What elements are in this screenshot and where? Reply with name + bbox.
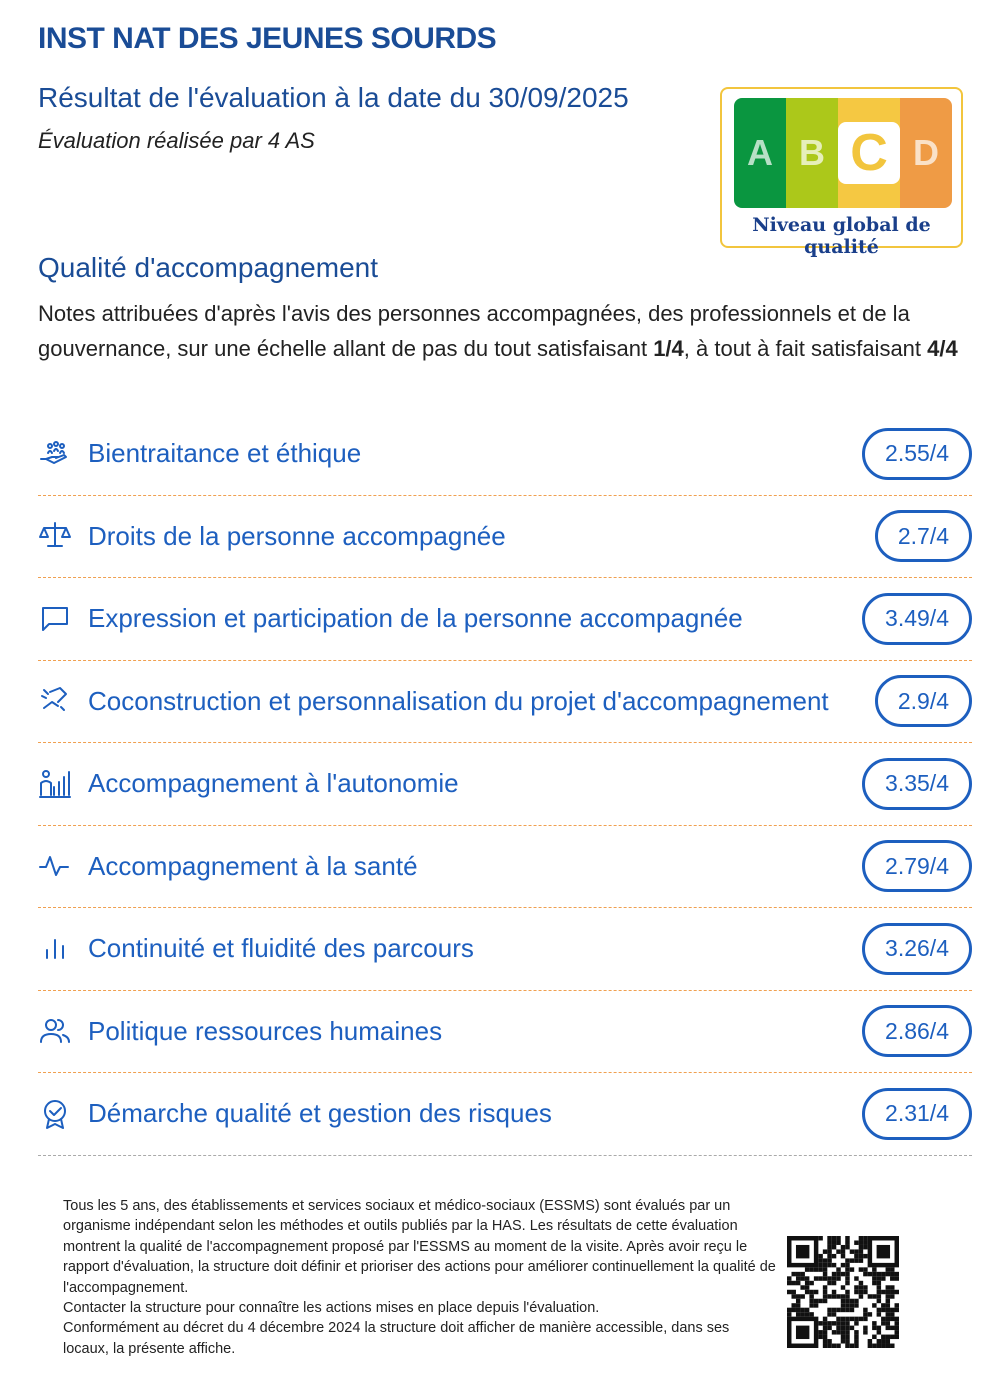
- scale-max: 4/4: [927, 336, 958, 361]
- score-row: [38, 1073, 972, 1156]
- quality-level-label: Niveau global de qualité: [752, 214, 931, 258]
- criterion-label: Démarche qualité et gestion des risques: [88, 1098, 552, 1129]
- footer-paragraph: Contacter la structure pour connaître les actions mises en place depuis l'évaluation.: [63, 1300, 600, 1317]
- footer-paragraph: Conformément au décret du 4 décembre 2024 la structure doit afficher de manière accessible, dans ses locaux, la présente affiche.: [63, 1320, 730, 1357]
- footer-text: [63, 1196, 778, 1359]
- helping-hand-icon: [38, 437, 72, 471]
- criterion-label: Accompagnement à l'autonomie: [88, 768, 459, 799]
- score-badge: 3.49/4: [862, 593, 972, 645]
- person-chart-icon: [38, 767, 72, 801]
- speech-bubble-icon: [38, 602, 72, 636]
- organization-name: INST NAT DES JEUNES SOURDS: [38, 22, 497, 55]
- pulse-icon: [38, 849, 72, 883]
- section-title: Qualité d'accompagnement: [38, 252, 378, 283]
- criterion-label: Expression et participation de la personne accompagnée: [88, 603, 743, 634]
- quality-level-a: A: [734, 98, 786, 208]
- score-badge: 2.9/4: [875, 675, 972, 727]
- score-row: [38, 496, 972, 579]
- score-row: [38, 661, 972, 744]
- score-badge: 2.7/4: [875, 510, 972, 562]
- score-row: [38, 578, 972, 661]
- quality-scale: [734, 98, 952, 208]
- criterion-label: Continuité et fluidité des parcours: [88, 933, 474, 964]
- score-badge: 2.55/4: [862, 428, 972, 480]
- criterion-label: Bientraitance et éthique: [88, 438, 362, 469]
- quality-level-badge: [720, 87, 963, 258]
- score-row: [38, 743, 972, 826]
- description-text: Notes attribuées d'après l'avis des personnes accompagnées, des professionnels et de la gouvernance, sur une échelle allant de pas du tout satisfaisant: [38, 301, 910, 361]
- quality-level-b: B: [786, 98, 838, 208]
- score-row: [38, 908, 972, 991]
- score-badge: 2.79/4: [862, 840, 972, 892]
- score-badge: 2.86/4: [862, 1005, 972, 1057]
- score-row: [38, 826, 972, 909]
- award-badge-icon: [38, 1097, 72, 1131]
- score-badge: 3.35/4: [862, 758, 972, 810]
- score-list: [38, 413, 972, 1156]
- selected-level: C: [838, 122, 900, 184]
- scales-icon: [38, 519, 72, 553]
- puzzle-hands-icon: [38, 684, 72, 718]
- scale-min: 1/4: [653, 336, 684, 361]
- description: [38, 296, 963, 366]
- quality-level-c: [838, 98, 900, 208]
- criterion-label: Coconstruction et personnalisation du projet d'accompagnement: [88, 685, 829, 716]
- footer-paragraph: Tous les 5 ans, des établissements et services sociaux et médico-sociaux (ESSMS) sont évalués par un organisme indépendant selon les méthodes et outils publiés par la HAS. Les résultats de cette évaluation montrent la qualité de l'accompagnement proposé par l'ESSMS au moment de la visite. Après avoir reçu le rapport d'évaluation, la structure doit définir et prioriser des actions pour améliorer continuellement la qualité de l'accompagnement.: [63, 1198, 776, 1296]
- users-icon: [38, 1014, 72, 1048]
- quality-level-d: D: [900, 98, 952, 208]
- score-badge: 2.31/4: [862, 1088, 972, 1140]
- description-text: , à tout à fait satisfaisant: [683, 336, 928, 361]
- score-row: [38, 413, 972, 496]
- score-row: [38, 991, 972, 1074]
- criterion-label: Droits de la personne accompagnée: [88, 520, 506, 551]
- bar-chart-icon: [38, 932, 72, 966]
- result-title: Résultat de l'évaluation à la date du 30/09/2025: [38, 82, 629, 113]
- evaluated-by: Évaluation réalisée par 4 AS: [38, 128, 315, 153]
- criterion-label: Politique ressources humaines: [88, 1015, 443, 1046]
- qr-code[interactable]: [787, 1236, 899, 1348]
- score-badge: 3.26/4: [862, 923, 972, 975]
- criterion-label: Accompagnement à la santé: [88, 850, 418, 881]
